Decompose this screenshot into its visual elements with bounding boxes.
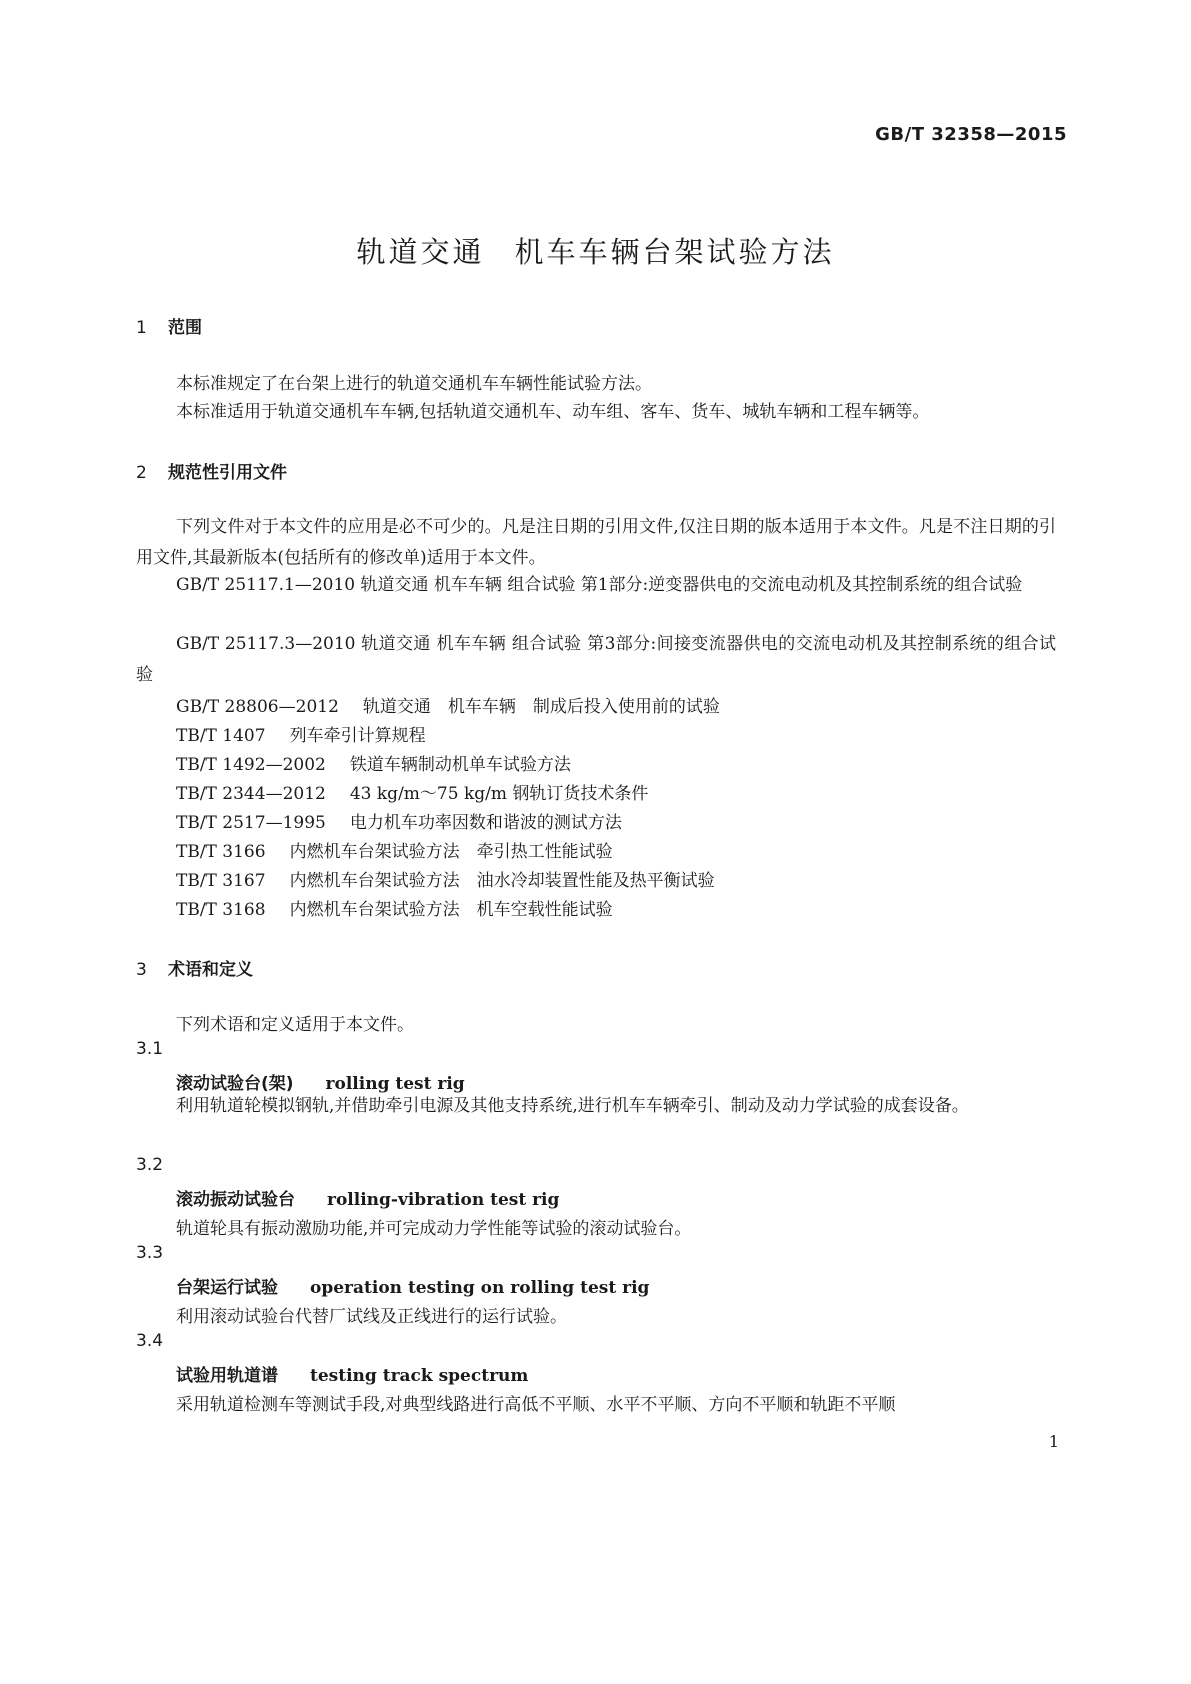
term-number: 3.1 (136, 1039, 164, 1059)
section-2-heading (136, 458, 287, 483)
section-2-intro: 下列文件对于本文件的应用是必不可少的。凡是注日期的引用文件,仅注日期的版本适用于本文件。凡是不注日期的引用文件,其最新版本(包括所有的修改单)适用于本文件。 (136, 517, 1056, 568)
reference-title: 内燃机车台架试验方法 油水冷却装置性能及热平衡试验 (289, 871, 715, 891)
term-name-en: testing track spectrum (310, 1366, 529, 1386)
reference-code: TB/T 3168 (176, 900, 266, 920)
reference-code: GB/T 28806—2012 (176, 697, 339, 717)
reference-code: TB/T 3166 (176, 842, 266, 862)
term-definition: 利用滚动试验台代替厂试线及正线进行的运行试验。 (176, 1307, 567, 1327)
term-name-zh: 试验用轨道谱 (176, 1366, 278, 1386)
reference-item (176, 750, 571, 775)
term-number: 3.4 (136, 1331, 164, 1351)
section-1-paragraph-1: 本标准规定了在台架上进行的轨道交通机车车辆性能试验方法。 (176, 374, 652, 394)
reference-item (176, 808, 622, 833)
reference-title: 内燃机车台架试验方法 机车空载性能试验 (289, 900, 613, 920)
term-definition: 轨道轮具有振动激励功能,并可完成动力学性能等试验的滚动试验台。 (176, 1219, 692, 1239)
section-3-heading (136, 955, 253, 980)
reference-item: GB/T 25117.3—2010 轨道交通 机车车辆 组合试验 第3部分:间接变流器供电的交流电动机及其控制系统的组合试验 (136, 634, 1056, 685)
term-name-en: operation testing on rolling test rig (310, 1278, 650, 1298)
reference-title: 列车牵引计算规程 (289, 726, 426, 746)
reference-item (176, 692, 720, 717)
title-part-1: 轨道交通 (356, 235, 485, 269)
title-part-2: 机车车辆台架试验方法 (514, 235, 835, 269)
page-number: 1 (1048, 1432, 1059, 1451)
term-number: 3.2 (136, 1155, 164, 1175)
reference-title: 轨道交通 机车车辆 制成后投入使用前的试验 (362, 697, 720, 717)
section-3-intro: 下列术语和定义适用于本文件。 (176, 1015, 414, 1035)
reference-title: 43 kg/m～75 kg/m 钢轨订货技术条件 (349, 784, 649, 804)
term-name (176, 1185, 559, 1210)
section-1-title: 范围 (168, 318, 202, 338)
term-definition: 采用轨道检测车等测试手段,对典型线路进行高低不平顺、水平不平顺、方向不平顺和轨距不平顺 (176, 1395, 896, 1415)
standard-number: GB/T 32358—2015 (875, 124, 1067, 145)
reference-code: TB/T 1407 (176, 726, 266, 746)
section-1-heading (136, 313, 202, 338)
section-2-number: 2 (136, 463, 147, 483)
reference-code: TB/T 1492—2002 (176, 755, 326, 775)
section-2-title: 规范性引用文件 (168, 463, 287, 483)
section-3-title: 术语和定义 (168, 960, 253, 980)
section-1-paragraph-2: 本标准适用于轨道交通机车车辆,包括轨道交通机车、动车组、客车、货车、城轨车辆和工程车辆等。 (176, 402, 930, 422)
section-1-number: 1 (136, 318, 147, 338)
reference-item (176, 866, 715, 891)
term-name-zh: 滚动振动试验台 (176, 1190, 295, 1210)
term-name-zh: 台架运行试验 (176, 1278, 278, 1298)
reference-title: 铁道车辆制动机单车试验方法 (349, 755, 571, 775)
term-definition: 利用轨道轮模拟钢轨,并借助牵引电源及其他支持系统,进行机车车辆牵引、制动及动力学试验的成套设备。 (176, 1096, 969, 1116)
document-title (0, 230, 1191, 271)
section-3-number: 3 (136, 960, 147, 980)
reference-item (176, 721, 426, 746)
term-name (176, 1273, 649, 1298)
reference-item: GB/T 25117.1—2010 轨道交通 机车车辆 组合试验 第1部分:逆变器供电的交流电动机及其控制系统的组合试验 (176, 575, 1023, 595)
term-name-zh: 滚动试验台(架) (176, 1074, 294, 1094)
reference-item (176, 895, 613, 920)
term-name-en: rolling-vibration test rig (327, 1190, 560, 1210)
reference-title: 电力机车功率因数和谐波的测试方法 (349, 813, 622, 833)
reference-item (176, 779, 648, 804)
reference-title: 内燃机车台架试验方法 牵引热工性能试验 (289, 842, 613, 862)
term-number: 3.3 (136, 1243, 164, 1263)
reference-code: TB/T 2344—2012 (176, 784, 326, 804)
reference-code: TB/T 3167 (176, 871, 266, 891)
term-name (176, 1361, 528, 1386)
term-name-en: rolling test rig (325, 1074, 465, 1094)
reference-item (176, 837, 613, 862)
reference-code: TB/T 2517—1995 (176, 813, 326, 833)
